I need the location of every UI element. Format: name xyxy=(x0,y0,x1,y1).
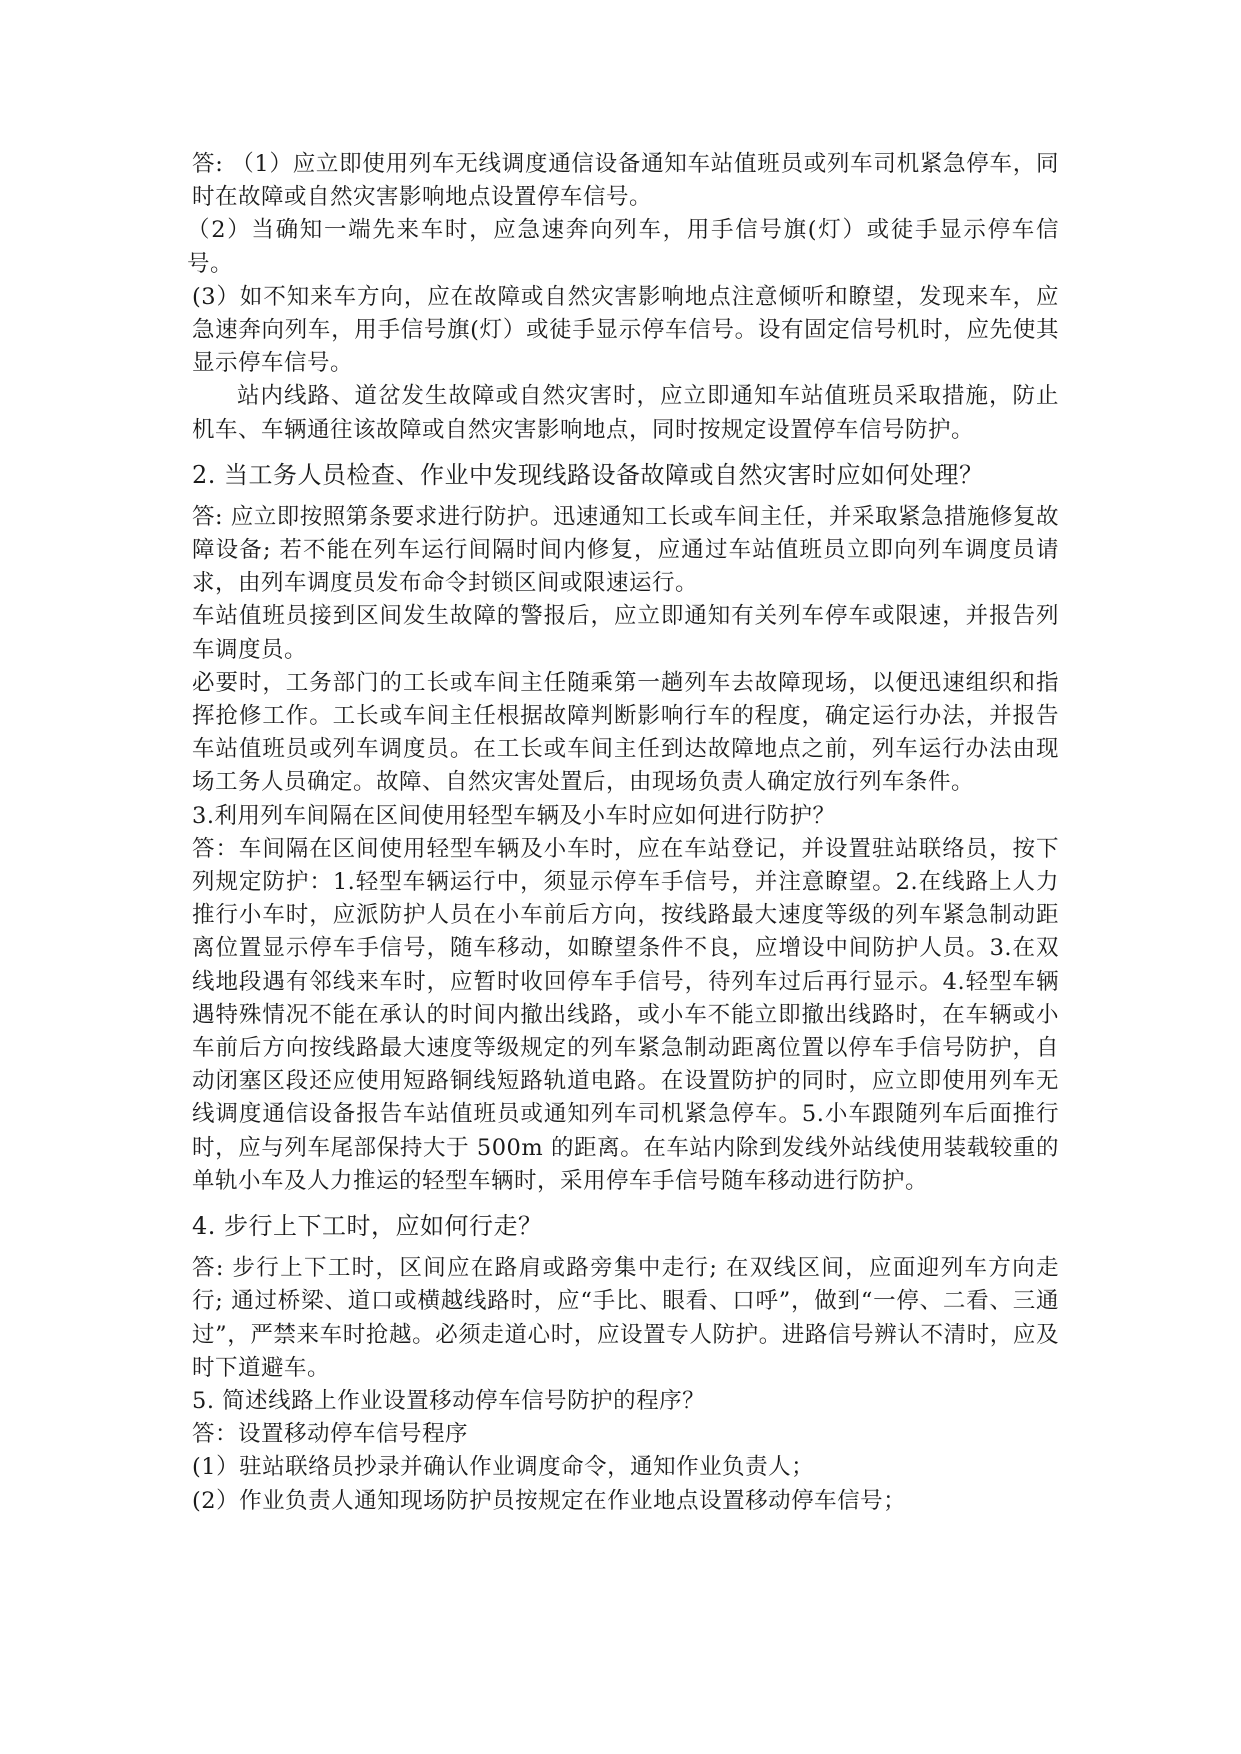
answer-paragraph: 答: （1）应立即使用列车无线调度通信设备通知车站值班员或列车司机紧急停车，同时在故障或自然灾害影响地点设置停车信号。 xyxy=(192,151,1059,211)
answer-paragraph: 必要时，工务部门的工长或车间主任随乘第一趟列车去故障现场，以便迅速组织和指挥抢修工作。工长或车间主任根据故障判断影响行车的程度，确定运行办法，并报告车站值班员或列车调度员。在工长或车间主任到达故障地点之前，列车运行办法由现场工务人员确定。故障、自然灾害处置后，由现场负责人确定放行列车条件。 xyxy=(192,669,1059,796)
answer-paragraph: 车站值班员接到区间发生故障的警报后，应立即通知有关列车停车或限速，并报告列车调度员。 xyxy=(192,603,1059,663)
answer-paragraph: (3）如不知来车方向，应在故障或自然灾害影响地点注意倾听和瞭望，发现来车，应急速奔向列车，用手信号旗(灯）或徒手显示停车信号。设有固定信号机时，应先使其显示停车信号。 xyxy=(192,283,1059,377)
answer-paragraph: 答：设置移动停车信号程序 xyxy=(192,1421,469,1448)
answer-paragraph: （2）当确知一端先来车时，应急速奔向列车，用手信号旗(灯）或徒手显示停车信号。 xyxy=(187,217,1059,277)
answer-paragraph: 答: 应立即按照第条要求进行防护。迅速通知工长或车间主任，并采取紧急措施修复故障设备; 若不能在列车运行间隔时间内修复，应通过车站值班员立即向列车调度员请求，由列车调度员发布命令封锁区间或限速运行。 xyxy=(192,503,1059,597)
question-heading: 2. 当工务人员检查、作业中发现线路设备故障或自然灾害时应如何处理？ xyxy=(192,460,984,489)
answer-paragraph: 答：车间隔在区间使用轻型车辆及小车时，应在车站登记，并设置驻站联络员，按下列规定防护：1.轻型车辆运行中，须显示停车手信号，并注意瞭望。2.在线路上人力推行小车时，应派防护人员在小车前后方向，按线路最大速度等级的列车紧急制动距离位置显示停车手信号，随车移动，如瞭望条件不良，应增设中间防护人员。3.在双线地段遇有邻线来车时，应暂时收回停车手信号，待列车过后再行显示。4.轻型车辆遇特殊情况不能在承认的时间内撤出线路，或小车不能立即撤出线路时，在车辆或小车前后方向按线路最大速度等级规定的列车紧急制动距离位置以停车手信号防护，自动闭塞区段还应使用短路铜线短路轨道电路。在设置防护的同时，应立即使用列车无线调度通信设备报告车站值班员或通知列车司机紧急停车。5.小车跟随列车后面推行时，应与列车尾部保持大于 500m 的距离。在车站内除到发线外站线使用装载较重的单轨小车及人力推运的轻型车辆时，采用停车手信号随车移动进行防护。 xyxy=(192,835,1059,1194)
answer-paragraph: (1）驻站联络员抄录并确认作业调度命令，通知作业负责人； xyxy=(192,1454,815,1481)
answer-paragraph: 答: 步行上下工时，区间应在路肩或路旁集中走行; 在双线区间，应面迎列车方向走行; 通过桥梁、道口或横越线路时，应“手比、眼看、口呼”，做到“一停、二看、三通过”，严禁来车时抢越。必须走道心时，应设置专人防护。进路信号辨认不清时，应及时下道避车。 xyxy=(192,1255,1059,1381)
question-heading: 3.利用列车间隔在区间使用轻型车辆及小车时应如何进行防护？ xyxy=(192,802,836,829)
answer-paragraph: 站内线路、道岔发生故障或自然灾害时，应立即通知车站值班员采取措施，防止机车、车辆通往该故障或自然灾害影响地点，同时按规定设置停车信号防护。 xyxy=(192,383,1059,443)
question-heading: 5. 简述线路上作业设置移动停车信号防护的程序？ xyxy=(192,1387,706,1414)
question-heading: 4. 步行上下工时，应如何行走？ xyxy=(192,1212,543,1241)
answer-paragraph: (2）作业负责人通知现场防护员按规定在作业地点设置移动停车信号； xyxy=(192,1487,907,1514)
